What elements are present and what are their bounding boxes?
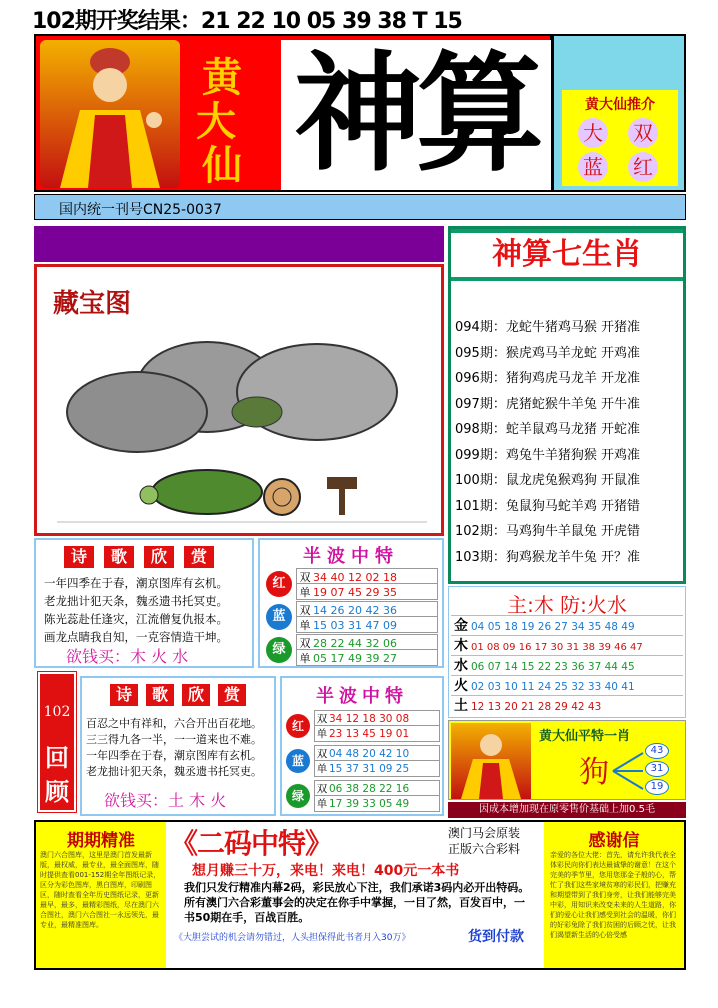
wuxing-nums: 01 08 09 16 17 30 31 38 39 46 47 [471,642,643,653]
poem2-lines [86,716,262,780]
logo-char-1: 黄 [202,54,242,101]
wave-row [266,601,438,633]
center-title: 《二码中特》 [170,827,333,860]
wuxing-row [451,675,683,695]
wuxing-row [451,615,683,635]
poem-line: 陈光蕊赴任逢灾，江流僧复仇报本。 [44,612,228,626]
half1-rows [266,568,438,666]
wave-double-label: 双 [316,713,328,725]
wave-single-nums: 17 39 33 05 49 [329,798,410,810]
wuxing-title: 主:木 防:火水 [507,593,627,617]
wave-single-label: 单 [299,586,311,599]
qisheng-row: 099期：鸡兔牛羊猪狗猴 开鸡准 [455,447,640,463]
center-body: 我们只发行精准内幕2码，彩民放心下注，我们承诺3码内必开出特码。所有澳门六合彩董事会的决定在你手中掌握，一目了然，百发百中，一书50期在手，百战百胜。 [184,881,530,924]
wave-row [266,568,438,600]
poem1-lines [44,574,228,646]
wuxing-nums: 06 07 14 15 22 23 36 37 44 45 [471,661,635,673]
treasure-illustration [57,317,427,527]
poem2-title-char: 诗 [110,684,138,706]
poem-line: 一年四季在于春，潮京图库有玄机。 [44,576,228,590]
wave-single-label: 单 [316,728,328,740]
pingte-arrows [611,747,645,797]
center-sub2: 正版六合彩料 [448,842,521,856]
poem1-buy: 欲钱买：木 火 水 [66,647,189,666]
header-banner [34,34,552,192]
poem2-title-char: 欣 [182,684,210,706]
wave-color-circle: 蓝 [266,604,292,630]
pingte-zodiac: 狗 [579,755,609,790]
wave-double-nums: 06 38 28 22 16 [329,783,410,795]
poem-line: 老龙拙计犯天条，魏丞遗书托冥吏。 [44,594,228,608]
recommend-char-1: 大 [578,118,608,148]
wuxing-element: 水 [454,658,468,674]
qisheng-row: 097期：虎猪蛇猴牛羊兔 开牛准 [455,396,640,412]
wave-double-label: 双 [299,604,311,617]
pingte-title: 黄大仙平特一肖 [539,729,631,744]
result-line: 102期开奖结果：21 22 10 05 39 38 T 15 [32,9,462,34]
poem1-title-char: 赏 [184,546,214,568]
wave-double-label: 双 [299,571,311,584]
half2-panel [280,676,444,816]
wuxing-row [451,635,683,655]
poem-line: 三三得九各一半，一一道来也不难。 [86,733,262,746]
big-title: 神算 [281,40,551,190]
wuxing-row [451,695,683,715]
recommend-char-4: 红 [628,152,658,182]
wave-double-label: 双 [316,748,328,760]
half2-rows [286,710,440,814]
poem2-title-char: 赏 [218,684,246,706]
qisheng-row: 101期：兔鼠狗马蛇羊鸡 开猪错 [455,498,640,514]
serial-bar [34,194,686,220]
pingte-num-1: 43 [645,743,669,759]
qisheng-row: 098期：蛇羊鼠鸡马龙猪 开蛇准 [455,422,640,437]
review-issue: 102 [43,704,71,720]
poem1-title-char: 诗 [64,546,94,568]
qisheng-row: 095期：猴虎鸡马羊龙蛇 开鸡准 [455,345,640,361]
wave-single-nums: 15 03 31 47 09 [313,619,397,632]
review-char-2: 顾 [45,778,69,806]
cost-notice: 因成本增加现在原零售价基础上加0.5毛 [448,802,686,818]
wave-single-nums: 15 37 31 09 25 [329,763,410,775]
wave-single-label: 单 [316,763,328,775]
wave-row [286,710,440,744]
qisheng-row: 096期：猪狗鸡虎马龙羊 开龙准 [455,371,640,386]
bottom-right-title: 感谢信 [588,831,640,851]
center-footer-note: 《大胆尝试的机会请勿错过，人头担保得此书者月入30万》 [174,933,411,943]
wave-color-circle: 红 [266,571,292,597]
bottom-right-panel [544,822,684,968]
recommend-box [552,34,686,192]
wuxing-row [451,655,683,675]
poem-line: 百忍之中有祥和，六合开出百花地。 [86,717,262,730]
pingte-num-2: 31 [645,761,669,777]
wave-double-label: 双 [316,783,328,795]
center-footer-pay: 货到付款 [468,929,524,945]
bottom-left-text: 澳门六合图库，这里是澳门首发最新版，最权威，最专业，最全面图库，随时提供查看001-152期全年图纸记录，区分为彩色图库，黑白图库，印刷图区，随时查看全年历史图纸记录，更新最早，最多，最精彩图纸，尽在澳门六合图社，澳门六合图社一永远领先，最专业，最精准图库。 [40,851,161,929]
bottom-center-panel [168,822,542,968]
poem2-buy: 欲钱买：土 木 火 [104,791,227,810]
wuxing-element: 木 [454,638,468,654]
wave-double-label: 双 [299,637,311,650]
qisheng-row: 102期：马鸡狗牛羊鼠兔 开虎错 [455,524,640,539]
wuxing-element: 土 [454,698,468,714]
poem2-title-char: 歌 [146,684,174,706]
wave-row [266,634,438,666]
wave-color-circle: 绿 [266,637,292,663]
wuxing-element: 火 [454,678,468,694]
poem2-title [110,684,246,708]
wave-double-nums: 34 40 12 02 18 [313,571,397,584]
wave-single-nums: 05 17 49 39 27 [313,652,397,665]
qisheng-row: 094期：龙蛇牛猪鸡马猴 开猪准 [455,320,640,335]
treasure-title: 藏宝图 [53,289,132,319]
bottom-left-title: 期期精准 [67,831,135,851]
bottom-left-panel [36,822,166,968]
pingte-deity-image [451,723,531,799]
treasure-panel [34,264,444,536]
center-slogan: 想月赚三十万，来电！来电！400元一本书 [192,863,460,879]
wave-double-nums: 04 48 20 42 10 [329,748,410,760]
wuxing-nums: 04 05 18 19 26 27 34 35 48 49 [471,621,635,633]
review-label-box [38,672,76,812]
wave-color-circle: 蓝 [286,749,310,773]
qisheng-title: 神算七生肖 [451,233,683,277]
recommend-inner [562,90,678,186]
recommend-title: 黄大仙推介 [585,97,655,113]
wave-single-label: 单 [316,798,328,810]
wave-single-label: 单 [299,619,311,632]
recommend-char-2: 双 [628,118,658,148]
poem-line: 一年四季在于春，潮京图库有玄机。 [86,749,262,762]
poem2-panel [80,676,276,816]
center-sub1: 澳门马会原装 [448,826,521,840]
poem1-title-char: 欣 [144,546,174,568]
review-char-1: 回 [45,744,69,772]
wuxing-nums: 12 13 20 21 28 29 42 43 [471,701,602,713]
qisheng-row: 103期：狗鸡猴龙羊牛兔 开？准 [455,549,640,565]
wave-row [286,745,440,779]
qisheng-panel [448,226,686,584]
half1-panel [258,538,444,668]
logo-char-2: 大 [196,98,236,145]
poem-line: 画龙点睛我自知，一克容情造干坤。 [44,630,228,644]
pingte-num-3: 19 [645,779,669,795]
bottom-right-text: 亲爱的各位大佬：首先，请允许我代表全体彩民向你们表达最诚挚的谢意！在这个完美的季节里，您用您那金子般的心，帮忙了我们这些家境贫寒的彩民们，把赚充和期望带到了我们身旁，让我们能够完美中彩，用知识来改变未来的人生道路，你们的爱心让我们感受到社会的温暖，你们的好彩兔除了我们贫困的后顾之忧，让我们渴望新生活的心倍受感 [550,851,676,939]
qisheng-header [451,229,683,281]
logo-chars [186,46,266,189]
wave-single-nums: 23 13 45 19 01 [329,728,410,740]
wave-double-nums: 34 12 18 30 08 [329,713,410,725]
purple-bar [34,226,444,262]
wave-single-nums: 19 07 45 29 35 [313,586,397,599]
logo-char-3: 仙 [202,142,242,189]
wuxing-table [451,615,683,715]
half1-title: 半波中特 [303,546,399,567]
poem1-title-char: 歌 [104,546,134,568]
poem-line: 老龙拙计犯天条，魏丞遗书托冥吏。 [86,765,262,778]
wuxing-element: 金 [454,618,468,634]
serial-text: 国内统一刊号CN25-0037 [59,202,222,218]
poem1-panel [34,538,254,668]
wuxing-nums: 02 03 10 11 24 25 32 33 40 41 [471,681,635,693]
qisheng-list [455,315,685,570]
recommend-char-3: 蓝 [578,152,608,182]
wave-double-nums: 14 26 20 42 36 [313,604,397,617]
wave-row [286,780,440,814]
half2-title: 半波中特 [316,686,408,707]
deity-image [40,40,180,188]
pingte-panel [448,720,686,800]
wuxing-panel [448,586,686,718]
poem1-title [64,546,214,570]
wave-double-nums: 28 22 44 32 06 [313,637,397,650]
wave-single-label: 单 [299,652,311,665]
wave-color-circle: 红 [286,714,310,738]
qisheng-row: 100期：鼠龙虎兔猴鸡狗 开鼠准 [455,473,640,488]
wave-color-circle: 绿 [286,784,310,808]
